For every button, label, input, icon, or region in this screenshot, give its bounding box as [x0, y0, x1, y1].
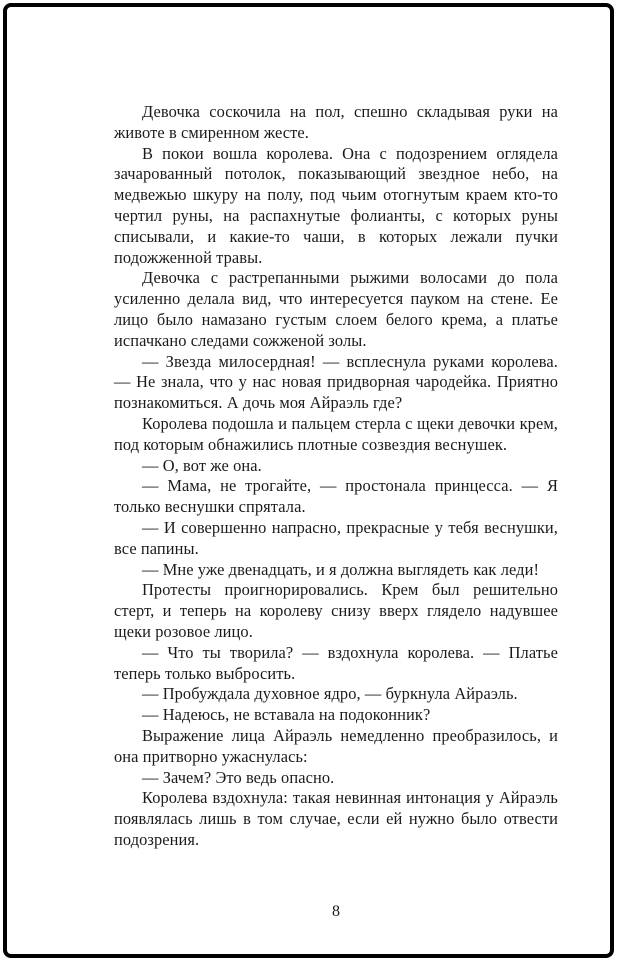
paragraph: Девочка соскочила на пол, спешно складывая руки на животе в смиренном жесте.	[114, 102, 558, 142]
paragraph: — О, вот же она.	[142, 455, 262, 475]
paragraph: — Звезда милосердная! — всплеснула руками королева. — Не знала, что у нас новая придворная чародейка. Приятно познакомиться. А дочь моя Айраэль где?	[114, 351, 558, 413]
paragraph: — Мама, не трогайте, — простонала принцесса. — Я только веснушки спрятала.	[114, 476, 558, 517]
paragraph: Королева подошла и пальцем стерла с щеки девочки крем, под которым обнажились плотные созвездия веснушек.	[114, 413, 558, 454]
page-number: 8	[332, 903, 340, 920]
paragraph: — И совершенно напрасно, прекрасные у тебя веснушки, все папины.	[114, 517, 558, 558]
paragraph: Выражение лица Айраэль немедленно преобразилось, и она притворно ужаснулась:	[114, 725, 558, 766]
paragraph: — Надеюсь, не вставала на подоконник?	[142, 705, 431, 725]
paragraph: В покои вошла королева. Она с подозрением оглядела зачарованный потолок, показывающий звездное небо, на медвежью шкуру на полу, под чьим отогнутым краем кто-то чертил руны, на распахнутые фолианты, с которых руны списывали, и какие-то чаши, в которых лежали пучки подожженной травы.	[114, 143, 558, 267]
paragraph: — Зачем? Это ведь опасно.	[142, 767, 335, 787]
book-page-frame	[3, 3, 614, 958]
paragraph: — Пробуждала духовное ядро, — буркнула Айраэль.	[142, 684, 518, 704]
paragraph: Девочка с растрепанными рыжими волосами до пола усиленно делала вид, что интересуется пауком на стене. Ее лицо было намазано густым слоем белого крема, а платье испачкано следами сожженой золы.	[114, 268, 558, 350]
paragraph: — Мне уже двенадцать, и я должна выглядеть как леди!	[142, 559, 540, 579]
page-text-column	[114, 102, 558, 851]
paragraph: Протесты проигнорировались. Крем был решительно стерт, и теперь на королеву снизу вверх глядело надувшее щеки розовое лицо.	[114, 580, 558, 641]
paragraph: — Что ты творила? — вздохнула королева. — Платье теперь только выбросить.	[114, 642, 558, 683]
paragraph: Королева вздохнула: такая невинная интонация у Айраэль появлялась лишь в том случае, если ей нужно было отвести подозрения.	[114, 788, 558, 849]
